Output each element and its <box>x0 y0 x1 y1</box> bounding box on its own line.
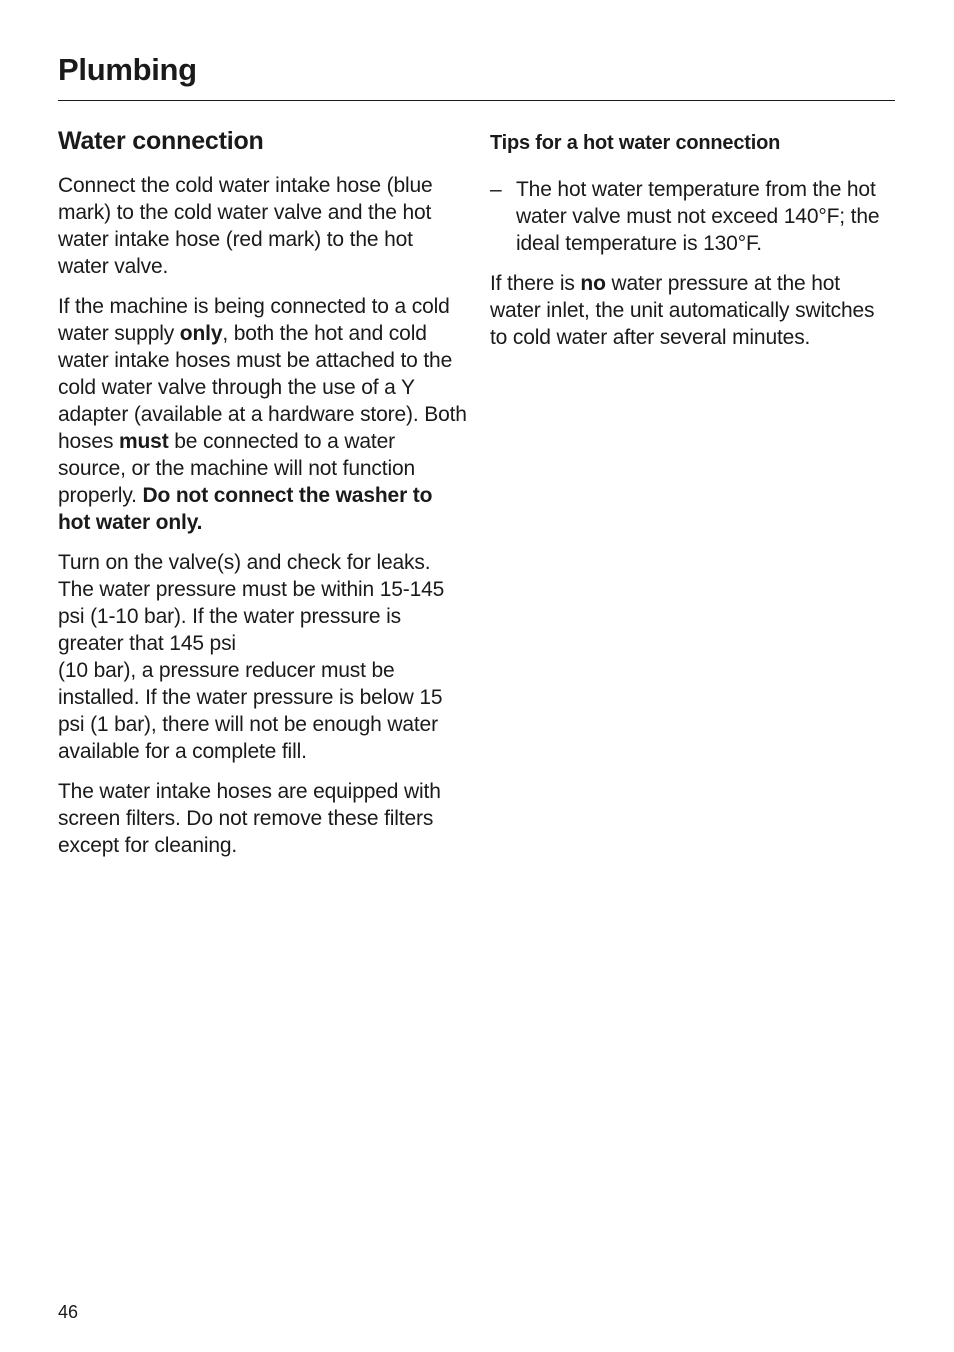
title-divider <box>58 100 895 101</box>
right-column <box>490 122 890 364</box>
page-number: 46 <box>58 1302 79 1322</box>
bullet-text: The hot water temperature from the hot water valve must not exceed 140°F; the ideal temperature is 130°F. <box>516 178 880 255</box>
text-span: be connected to a water source, or the machine will not function properly. <box>58 430 416 507</box>
left-column <box>58 122 468 872</box>
bullet-dash: – <box>490 178 502 201</box>
emphasis-no: no <box>580 272 606 295</box>
text-span: , both the hot and cold water intake hoses must be attached to the cold water valve through the use of a Y adapter (available at a hardware store). Both hoses <box>58 322 467 453</box>
page-title: Plumbing <box>58 52 197 87</box>
paragraph-cold-water-only <box>58 293 468 536</box>
text-span: If the machine is being connected to a cold water supply <box>58 295 450 345</box>
warning-hot-water-only: Do not connect the washer to hot water only. <box>58 484 433 534</box>
text-span: Turn on the valve(s) and check for leaks. The water pressure must be within 15-145 psi (1-10 bar). If the water pressure is greater that 145 psi <box>58 551 445 655</box>
paragraph-screen-filters: The water intake hoses are equipped with screen filters. Do not remove these filters except for cleaning. <box>58 780 441 857</box>
list-item <box>490 176 890 257</box>
paragraph-no-pressure <box>490 270 890 351</box>
sub-heading-hot-water-tips: Tips for a hot water connection <box>490 132 781 154</box>
text-span: water pressure at the hot water inlet, the unit automatically switches to cold water after several minutes. <box>490 272 875 349</box>
section-heading-water-connection: Water connection <box>58 127 264 155</box>
emphasis-only: only <box>179 322 223 345</box>
text-span: If there is <box>490 272 581 295</box>
paragraph-water-pressure <box>58 549 468 765</box>
emphasis-must: must <box>118 430 169 453</box>
paragraph-connect-hoses: Connect the cold water intake hose (blue mark) to the cold water valve and the hot water intake hose (red mark) to the hot water valve. <box>58 174 433 278</box>
text-span: (10 bar), a pressure reducer must be installed. If the water pressure is below 15 psi (1 bar), there will not be enough water available for a complete fill. <box>58 659 443 763</box>
